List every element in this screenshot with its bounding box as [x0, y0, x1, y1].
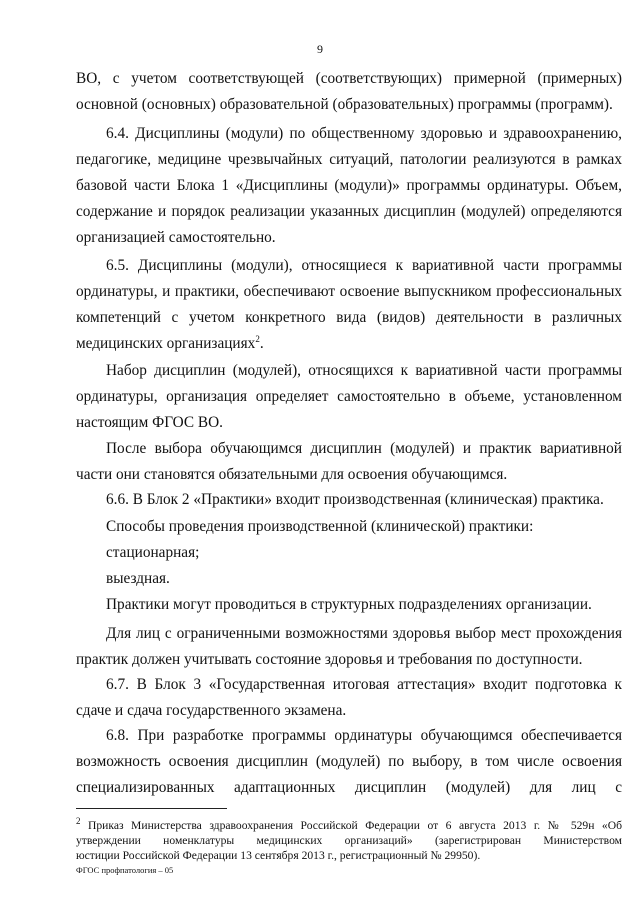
- footnote-separator: [76, 808, 227, 809]
- text-line: организацией самостоятельно.: [76, 229, 276, 246]
- footnote-ref: 2: [255, 333, 260, 344]
- text-line: 6.8. При разработке программы ординатуры обучающимся обеспечивается: [106, 727, 622, 744]
- footnote: [76, 818, 622, 863]
- text-line: основной (основных) образовательной (образовательных) программы (программ).: [76, 96, 613, 113]
- text-fragment: медицинских организациях: [76, 335, 256, 352]
- paragraph-6-8: [76, 723, 622, 801]
- list-item-stationary: [76, 540, 622, 566]
- text-line: После выбора обучающимся дисциплин (модулей) и практик вариативной: [106, 440, 622, 457]
- footnote-line: юстиции Российской Федерации 13 сентября 2013 г., регистрационный № 29950).: [76, 849, 481, 862]
- text-line: сдаче и сдача государственного экзамена.: [76, 702, 347, 719]
- paragraph-disabilities: [76, 621, 622, 673]
- document-code: ФГОС профпатология – 05: [76, 865, 174, 875]
- text-line: выездная.: [106, 570, 170, 587]
- paragraph-6-6: [76, 487, 622, 513]
- text-fragment: Приказ Министерства здравоохранения Российской Федерации от 6 августа 2013 г. № 529н «Об: [88, 819, 622, 832]
- text-line: Практики могут проводиться в структурных подразделениях организации.: [106, 596, 592, 613]
- text-line: 6.4. Дисциплины (модули) по общественному здоровью и здравоохранению,: [106, 125, 622, 142]
- paragraph-1: [76, 66, 622, 118]
- text-line: ординатуры, и практики, обеспечивают освоение выпускником профессиональных: [76, 283, 622, 300]
- paragraph-practice-methods: [76, 514, 622, 540]
- text-line: настоящим ФГОС ВО.: [76, 414, 223, 431]
- text-fragment: .: [259, 335, 264, 352]
- paragraph-6-7: [76, 672, 622, 724]
- text-line: 6.7. В Блок 3 «Государственная итоговая аттестация» входит подготовка к: [106, 676, 622, 693]
- text-line: компетенций с учетом конкретного вида (видов) деятельности в различных: [76, 309, 622, 326]
- paragraph-4: [76, 436, 622, 488]
- footnote-line: [76, 818, 622, 833]
- paragraph-6-4: [76, 121, 622, 251]
- text-line: 6.6. В Блок 2 «Практики» входит производственная (клиническая) практика.: [106, 491, 604, 508]
- list-item-field: [76, 566, 622, 592]
- text-line: 6.5. Дисциплины (модули), относящиеся к вариативной части программы: [106, 257, 622, 274]
- text-line: стационарная;: [106, 544, 200, 561]
- text-line: педагогике, медицине чрезвычайных ситуаций, патологии реализуются в рамках: [76, 151, 622, 168]
- text-line: практик должен учитывать состояние здоровья и требования по доступности.: [76, 651, 583, 668]
- text-line: ВО, с учетом соответствующей (соответствующих) примерной (примерных): [76, 70, 622, 87]
- text-line: Набор дисциплин (модулей), относящихся к вариативной части программы: [106, 362, 622, 379]
- text-line: ординатуры, организация определяет самостоятельно в объеме, установленном: [76, 388, 622, 405]
- paragraph-practices: [76, 592, 622, 618]
- paragraph-3: [76, 358, 622, 436]
- page-number: 9: [317, 42, 323, 56]
- text-line: [76, 331, 622, 357]
- text-line: базовой части Блока 1 «Дисциплины (модули)» программы ординатуры. Объем,: [76, 177, 622, 194]
- text-line: Способы проведения производственной (клинической) практики:: [106, 518, 534, 535]
- text-line: содержание и порядок реализации указанных дисциплин (модулей) определяются: [76, 203, 622, 220]
- text-line: специализированных адаптационных дисциплин (модулей) для лиц с: [76, 779, 622, 796]
- footnote-line: утверждении номенклатуры медицинских организаций» (зарегистрирован Министерством: [76, 834, 622, 847]
- paragraph-6-5: [76, 253, 622, 357]
- text-line: части они становятся обязательными для освоения обучающимся.: [76, 466, 508, 483]
- text-line: Для лиц с ограниченными возможностями здоровья выбор мест прохождения: [106, 625, 622, 642]
- text-line: возможность освоения дисциплин (модулей) по выбору, в том числе освоения: [76, 753, 622, 770]
- footnote-marker: 2: [76, 816, 81, 827]
